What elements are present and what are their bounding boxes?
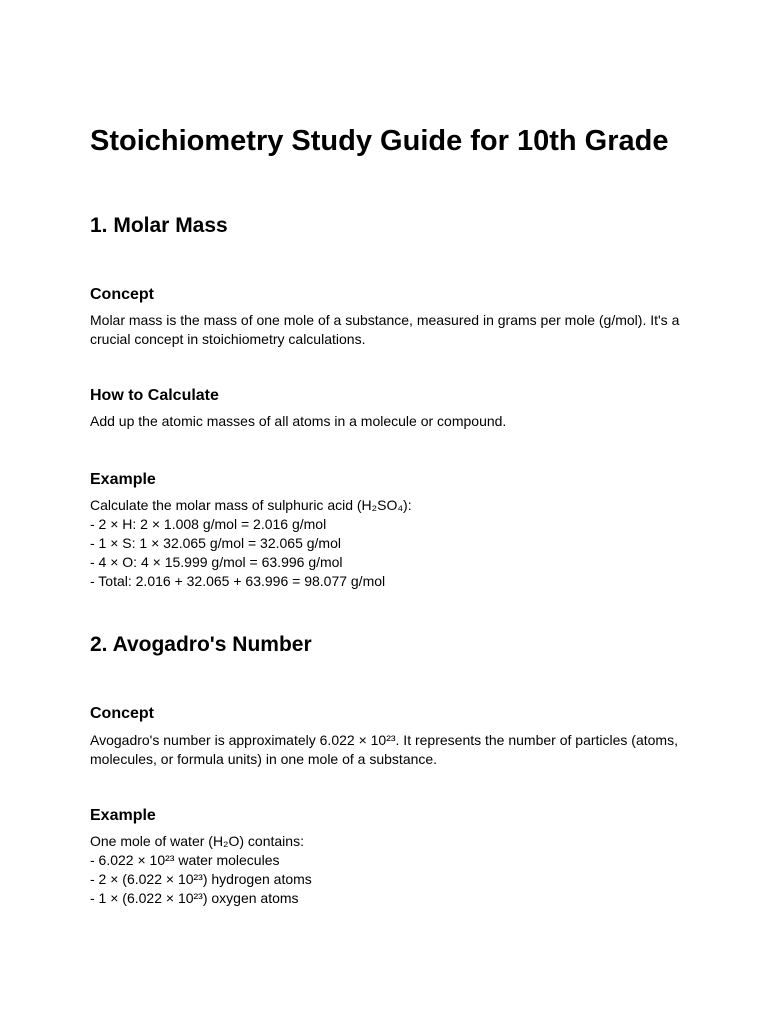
subheading-concept: Concept [90, 705, 154, 722]
subheading-how-to-calculate: How to Calculate [90, 387, 219, 404]
example-lines [90, 496, 680, 591]
subheading-concept: Concept [90, 286, 154, 303]
section-heading-molar-mass: 1. Molar Mass [90, 214, 228, 237]
subheading-example: Example [90, 807, 156, 824]
example-line: - Total: 2.016 + 32.065 + 63.996 = 98.077 g/mol [90, 573, 386, 589]
example-line: Calculate the molar mass of sulphuric acid (H₂SO₄): [90, 497, 412, 513]
concept-paragraph: Avogadro's number is approximately 6.022 × 10²³. It represents the number of particles (atoms, molecules, or formula units) in one mole of a substance. [90, 732, 678, 767]
example-line: - 4 × O: 4 × 15.999 g/mol = 63.996 g/mol [90, 554, 343, 570]
example-line: One mole of water (H₂O) contains: [90, 833, 304, 849]
example-lines [90, 832, 680, 908]
example-line: - 1 × S: 1 × 32.065 g/mol = 32.065 g/mol [90, 535, 341, 551]
example-line: - 6.022 × 10²³ water molecules [90, 852, 280, 868]
section-heading-avogadro: 2. Avogadro's Number [90, 633, 312, 656]
document-title: Stoichiometry Study Guide for 10th Grade [90, 125, 669, 157]
how-to-paragraph: Add up the atomic masses of all atoms in a molecule or compound. [90, 413, 507, 429]
example-line: - 2 × (6.022 × 10²³) hydrogen atoms [90, 871, 312, 887]
example-line: - 1 × (6.022 × 10²³) oxygen atoms [90, 890, 299, 906]
concept-paragraph: Molar mass is the mass of one mole of a substance, measured in grams per mole (g/mol). It's a crucial concept in stoichiometry calculations. [90, 312, 680, 347]
example-line: - 2 × H: 2 × 1.008 g/mol = 2.016 g/mol [90, 516, 327, 532]
subheading-example: Example [90, 471, 156, 488]
